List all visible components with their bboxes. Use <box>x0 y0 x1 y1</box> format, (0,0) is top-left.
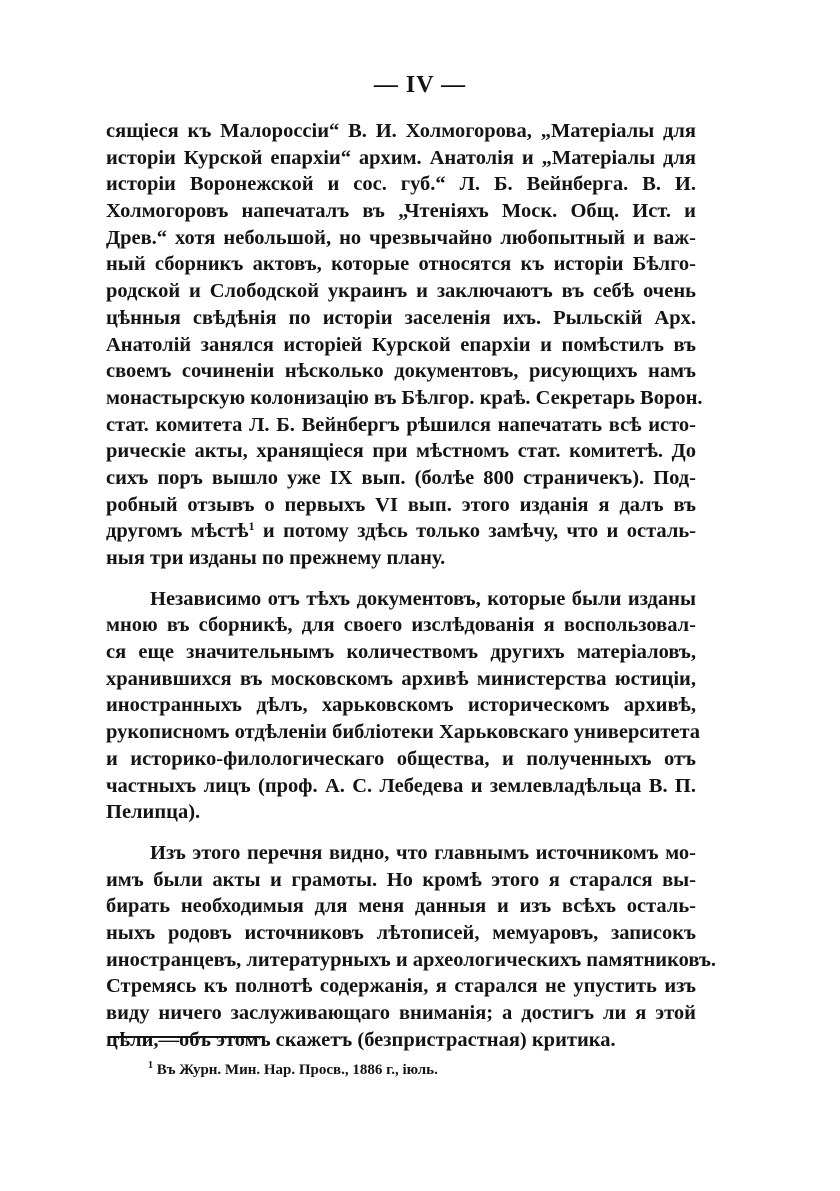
text-line: Стремясь къ полнотѣ содержанія, я старался не упустить изъ <box>106 975 696 998</box>
text-line: бирать необходимыя для меня данныя и изъ всѣхъ осталь- <box>106 895 696 918</box>
text-line: своемъ сочиненіи нѣсколько документовъ, рисующихъ намъ <box>106 360 696 383</box>
footnote-number: 1 <box>148 1060 153 1071</box>
paragraph <box>106 118 703 572</box>
text-body <box>106 118 717 1053</box>
text-line: цѣли,—объ этомъ скажетъ (безпристрастная) критика. <box>106 1028 616 1051</box>
text-line: цѣнныя свѣдѣнія по исторіи заселенія ихъ. Рыльскій Арх. <box>106 306 696 329</box>
text-line: сящіеся къ Малороссіи“ В. И. Холмогорова, „Матеріалы для <box>106 120 696 142</box>
text-line: стат. комитета Л. Б. Вейнбергъ рѣшился напечатать всѣ исто- <box>106 413 696 436</box>
text-line: Холмогоровъ напечаталъ въ „Чтеніяхъ Моск. Общ. Ист. и <box>106 200 696 223</box>
footnote-marker[interactable]: 1 <box>248 519 255 534</box>
text-line: монастырскую колонизацію въ Бѣлгор. краѣ. Секретарь Ворон. <box>106 386 703 409</box>
text-line: Изъ этого перечня видно, что главнымъ источникомъ мо- <box>150 841 696 864</box>
line-text: другомъ мѣстѣ <box>106 520 249 543</box>
paragraph <box>106 840 717 1054</box>
text-line: ныя три изданы по прежнему плану. <box>106 547 446 569</box>
text-line: ный сборникъ актовъ, которые относятся къ исторіи Бѣлго- <box>106 253 696 276</box>
text-line: и историко-филологическаго общества, и полученныхъ отъ <box>106 747 696 770</box>
text-line: хранившихся въ московскомъ архивѣ министерства юстиціи, <box>106 667 696 690</box>
text-line: Древ.“ хотя небольшой, но чрезвычайно любопытный и важ- <box>106 226 696 249</box>
text-line: исторіи Воронежской и сос. губ.“ Л. Б. Вейнберга. В. И. <box>106 173 696 196</box>
text-line: Анатолій занялся исторіей Курской епархіи и помѣстилъ въ <box>106 333 696 356</box>
text-line: виду ничего заслуживающаго вниманія; а достигъ ли я этой <box>106 1002 696 1024</box>
text-line: родской и Слободской украинъ и заключаютъ въ себѣ очень <box>106 280 696 303</box>
text-line: мною въ сборникѣ, для своего изслѣдованія я воспользовал- <box>106 614 696 637</box>
page-number: — IV — <box>373 72 467 98</box>
text-line: иностранныхъ дѣлъ, харьковскомъ историческомъ архивѣ, <box>106 694 696 717</box>
text-line: исторіи Курской епархіи“ архим. Анатолія и „Матеріалы для <box>106 146 696 169</box>
text-line: ныхъ родовъ источниковъ лѣтописей, мемуаровъ, записокъ <box>106 921 696 944</box>
footnote <box>148 1062 438 1079</box>
text-line: Независимо отъ тѣхъ документовъ, которые были изданы <box>150 587 696 610</box>
text-line: робный отзывъ о первыхъ VI вып. этого изданія я далъ въ <box>106 493 696 516</box>
text-line: Пелипца). <box>106 801 201 824</box>
text-line: частныхъ лицъ (проф. А. С. Лебедева и землевладѣльца В. П. <box>106 774 696 797</box>
text-line: рукописномъ отдѣленіи библіотеки Харьковскаго университета <box>106 721 701 744</box>
text-line: имъ были акты и грамоты. Но кромѣ этого я старался вы- <box>106 868 696 891</box>
footnote-divider <box>108 1036 264 1038</box>
paragraph <box>106 586 701 826</box>
line-text: и потому здѣсь только замѣчу, что и осталь- <box>254 520 696 543</box>
text-line: ся еще значительнымъ количествомъ другихъ матеріаловъ, <box>106 641 696 664</box>
text-line-with-footnote <box>106 518 696 545</box>
text-line: сихъ поръ вышло уже IX вып. (болѣе 800 страничекъ). Под- <box>106 466 696 489</box>
footnote-text: Въ Журн. Мин. Нар. Просв., 1886 г., іюль. <box>153 1062 438 1078</box>
text-line: рическіе акты, хранящіеся при мѣстномъ стат. комитетѣ. До <box>106 440 696 463</box>
text-line: иностранцевъ, литературныхъ и археологическихъ памятниковъ. <box>106 948 717 971</box>
